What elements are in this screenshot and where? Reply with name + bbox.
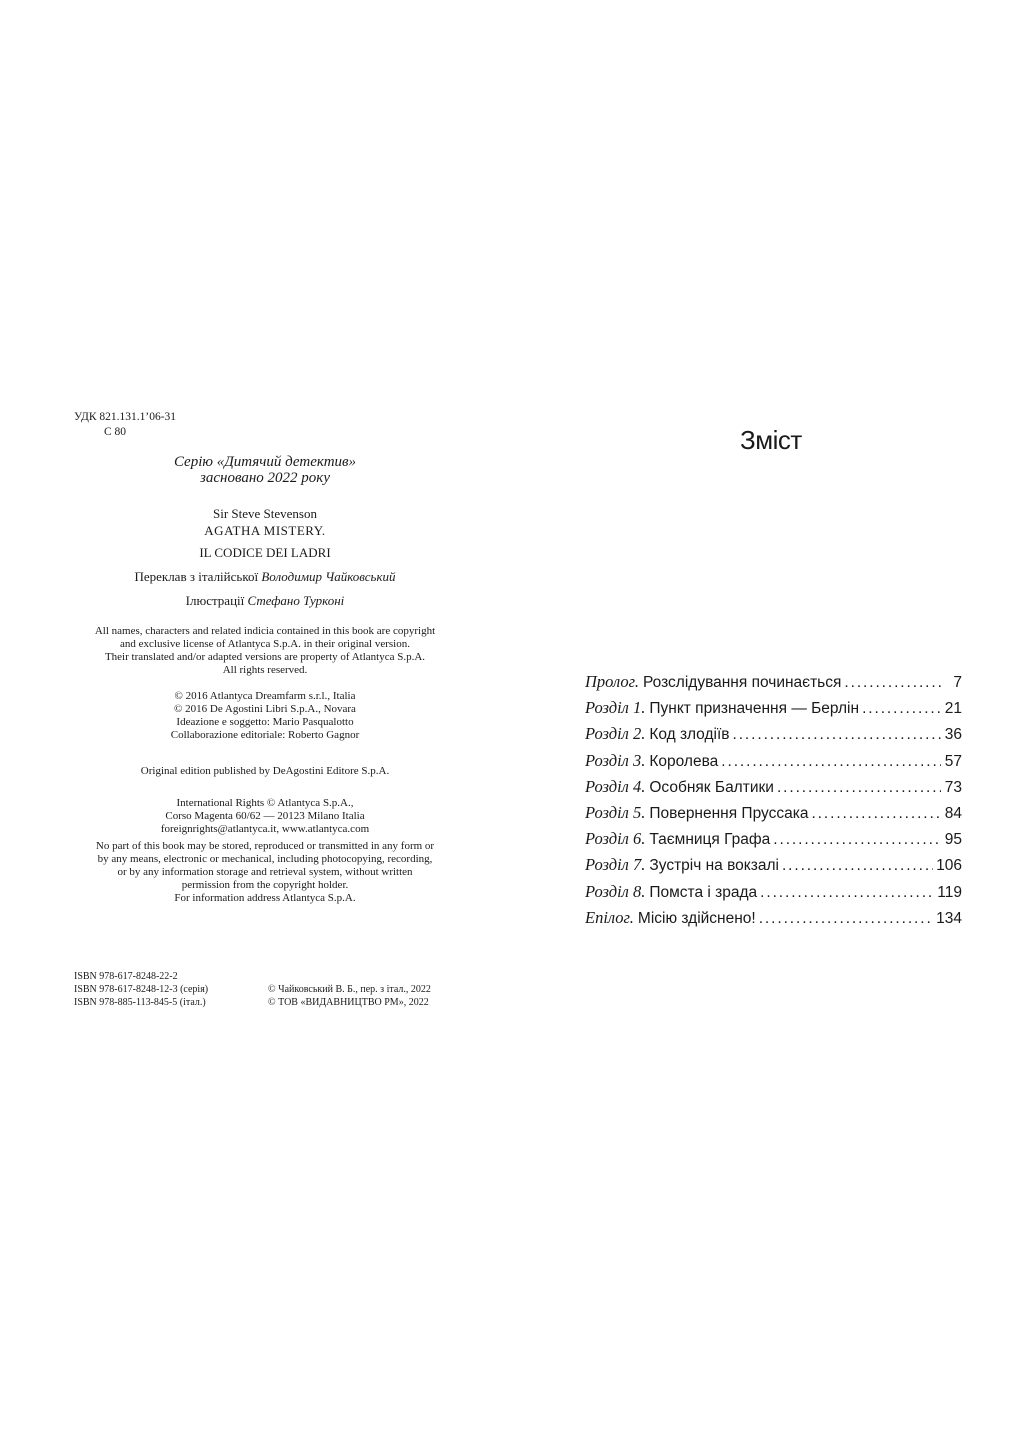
reproduction-line: For information address Atlantyca S.p.A. <box>174 892 356 904</box>
illustrator-name: Стефано Турконі <box>247 593 345 608</box>
original-title: AGATHA MISTERY. <box>204 523 326 538</box>
toc-dot-leader <box>760 884 934 902</box>
translator-label: Переклав з італійської <box>134 569 262 584</box>
illustrator-credit <box>70 593 460 609</box>
toc-dot-leader <box>733 726 942 744</box>
udk-code: УДК 821.131.1’06-31 <box>74 411 177 423</box>
toc-entry-title: Розслідування починається <box>643 674 842 691</box>
isbn-line: ISBN 978-617-8248-22-2 <box>74 971 178 982</box>
toc-entry-page: 7 <box>953 674 962 691</box>
toc-entry-prefix: Розділ 6. <box>585 829 646 849</box>
rights-line: All names, characters and related indicia contained in this book are copyright <box>94 625 436 637</box>
reproduction-line: No part of this book may be stored, reproduced or transmitted in any form or <box>95 840 435 852</box>
rights-notice <box>70 625 460 677</box>
toc-entry[interactable] <box>585 855 962 881</box>
copyright-line: © 2016 De Agostini Libri S.p.A., Novara <box>174 703 356 715</box>
toc-entry-page: 134 <box>936 909 962 927</box>
toc-entry-prefix: Розділ 3. <box>585 750 646 770</box>
copyright-line: © 2016 Atlantyca Dreamfarm s.r.l., Italia <box>174 690 356 702</box>
copyright-notice <box>70 690 460 742</box>
series-note <box>70 454 460 486</box>
toc-entry-title: Таємниця Графа <box>649 831 771 849</box>
toc-dot-leader <box>773 831 941 849</box>
toc-entry-title: Королева <box>649 752 719 770</box>
toc-entry[interactable] <box>585 698 962 724</box>
toc-entry-prefix: Розділ 2. <box>585 724 646 744</box>
original-author: Sir Steve Stevenson <box>213 506 317 521</box>
reproduction-line: permission from the copyright holder. <box>181 879 349 891</box>
toc-entry-title: Пункт призначення — Берлін <box>649 700 860 718</box>
toc-entry[interactable] <box>585 908 962 934</box>
toc-entry[interactable] <box>585 803 962 829</box>
translator-credit <box>70 569 460 585</box>
toc-entry-title: Помста і зрада <box>649 883 758 901</box>
toc-dot-leader <box>844 674 941 692</box>
toc-dot-leader <box>777 779 941 797</box>
toc-entry[interactable] <box>585 751 962 777</box>
toc-entry-page: 21 <box>944 700 962 718</box>
translation-copyright-line: © ТОВ «ВИДАВНИЦТВО РМ», 2022 <box>268 997 429 1008</box>
isbn-line: ISBN 978-885-113-845-5 (італ.) <box>74 997 206 1008</box>
toc-entry-prefix: Епілог. <box>585 907 634 927</box>
toc-entry-prefix: Розділ 7. <box>585 855 646 875</box>
toc-entry-page: 57 <box>944 752 962 770</box>
toc-entry-title: Повернення Пруссака <box>649 804 809 822</box>
toc-entry-page: 95 <box>944 831 962 849</box>
table-of-contents <box>585 672 962 934</box>
toc-entry-page: 106 <box>936 857 962 875</box>
copyright-line: Collaborazione editoriale: Roberto Gagnor <box>170 729 360 741</box>
international-rights <box>70 797 460 836</box>
toc-entry-title: Місію здійснено! <box>637 909 756 927</box>
toc-entry-page: 119 <box>937 883 962 901</box>
intl-rights-line: foreignrights@atlantyca.it, www.atlantyca.com <box>160 823 370 835</box>
rights-line: All rights reserved. <box>222 664 308 676</box>
series-line: засновано 2022 року <box>200 470 330 486</box>
copyright-line: Ideazione e soggetto: Mario Pasqualotto <box>176 716 354 728</box>
toc-entry[interactable] <box>585 724 962 750</box>
toc-entry-title: Особняк Балтики <box>649 778 774 796</box>
intl-rights-line: International Rights © Atlantyca S.p.A., <box>176 797 354 809</box>
toc-dot-leader <box>759 910 933 928</box>
toc-entry-title: Код злодіїв <box>649 726 730 744</box>
toc-dot-leader <box>782 857 933 875</box>
illustrator-label: Ілюстрації <box>185 593 248 608</box>
isbn-list <box>74 970 208 1009</box>
original-subtitle: IL CODICE DEI LADRI <box>199 545 331 560</box>
toc-entry[interactable] <box>585 882 962 908</box>
toc-dot-leader <box>721 753 941 771</box>
toc-entry[interactable] <box>585 829 962 855</box>
translator-name: Володимир Чайковський <box>261 569 396 584</box>
toc-entry-prefix: Розділ 5. <box>585 802 646 822</box>
translation-copyrights <box>268 983 431 1009</box>
toc-entry[interactable] <box>585 777 962 803</box>
toc-entry-prefix: Розділ 4. <box>585 776 646 796</box>
edition-line: Original edition published by DeAgostini Editore S.p.A. <box>140 765 390 777</box>
original-edition-note <box>70 765 460 778</box>
contents-heading: Зміст <box>740 425 802 455</box>
isbn-line: ISBN 978-617-8248-12-3 (серія) <box>74 984 209 995</box>
toc-entry-prefix: Пролог. <box>585 672 639 691</box>
series-line: Серію «Дитячий детектив» <box>173 454 357 470</box>
toc-entry-prefix: Розділ 8. <box>585 881 646 901</box>
toc-dot-leader <box>862 700 941 718</box>
rights-line: and exclusive license of Atlantyca S.p.A. in their original version. <box>120 638 410 650</box>
reproduction-line: by any means, electronic or mechanical, including photocopying, recording, <box>97 853 433 865</box>
toc-entry-prefix: Розділ 1. <box>585 698 646 718</box>
author-mark: С 80 <box>104 426 127 438</box>
toc-entry-title: Зустріч на вокзалі <box>649 857 779 875</box>
rights-line: Their translated and/or adapted versions are property of Atlantyca S.p.A. <box>104 651 426 663</box>
reproduction-notice <box>70 840 460 905</box>
toc-dot-leader <box>811 805 941 823</box>
toc-entry-page: 84 <box>944 804 962 822</box>
toc-entry-page: 73 <box>944 778 962 796</box>
translation-copyright-line: © Чайковський В. Б., пер. з італ., 2022 <box>268 984 431 995</box>
toc-entry-page: 36 <box>944 726 962 744</box>
intl-rights-line: Corso Magenta 60/62 — 20123 Milano Italia <box>165 810 365 822</box>
toc-entry[interactable] <box>585 672 962 698</box>
classification-codes <box>74 410 176 440</box>
reproduction-line: or by any information storage and retrieval system, without written <box>117 866 413 878</box>
